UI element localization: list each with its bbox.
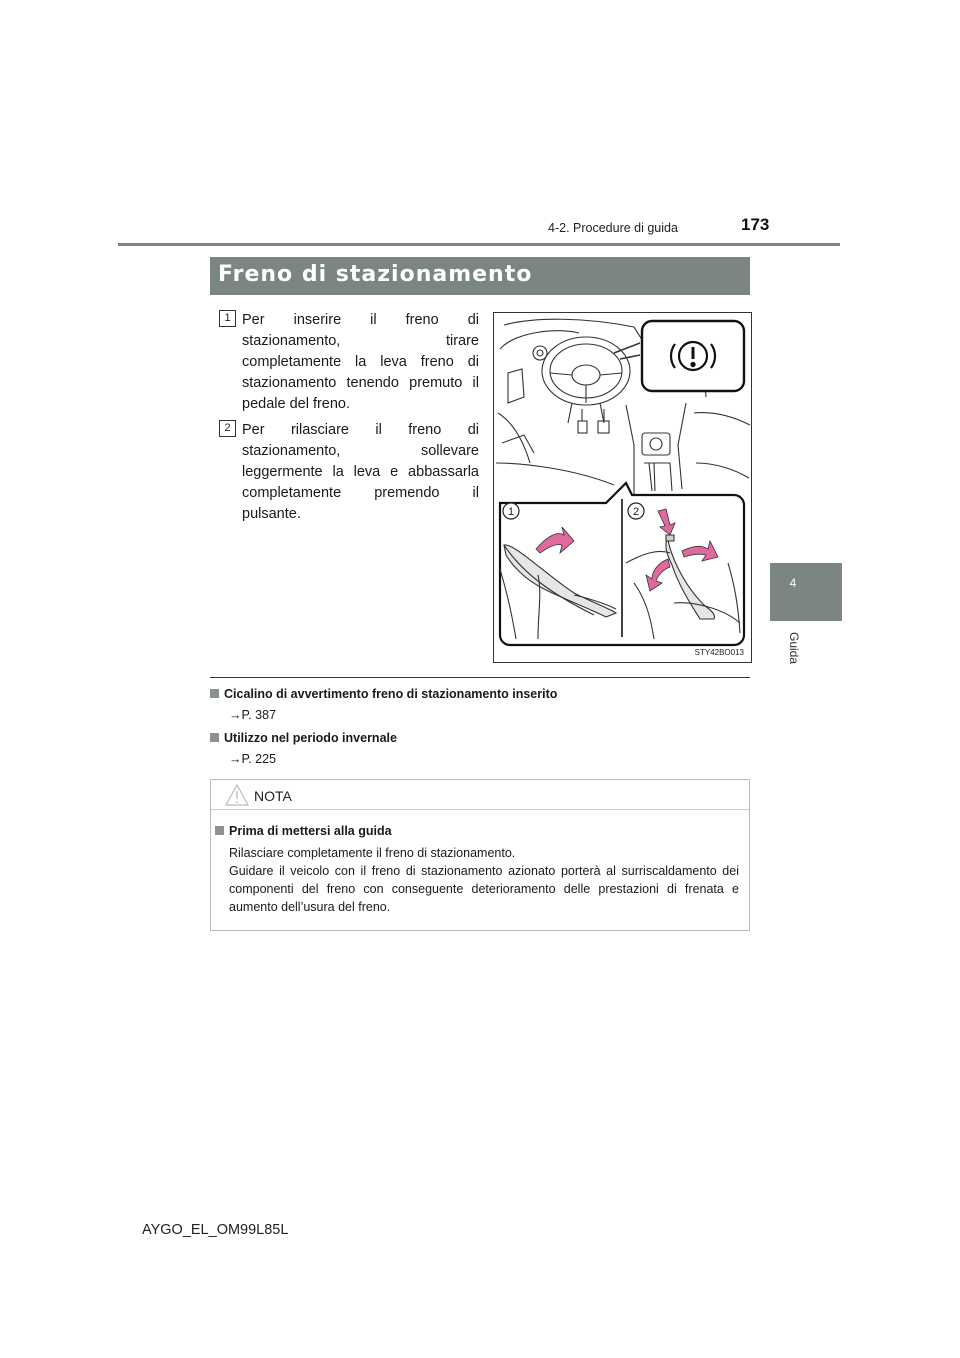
step-text: Per inserire il freno di stazionamento, tirare completamente la leva freno di stazionamento tenendo premuto il pedale del freno. (242, 312, 479, 412)
section-label: 4-2. Procedure di guida (548, 221, 678, 235)
section-title: Freno di stazionamento (218, 262, 533, 287)
step-text: Per rilasciare il freno di stazionamento, sollevare leggermente la leva e abbassarla completamente premendo il pulsante. (242, 422, 479, 522)
nota-line: Guidare il veicolo con il freno di stazionamento azionato porterà al surriscaldamento dei componenti del freno con conseguente deterioramento delle prestazioni di frenata e aumento dell’usura del freno. (229, 864, 739, 914)
document-code: AYGO_EL_OM99L85L (142, 1222, 289, 1238)
page-reference-link[interactable]: →P. 387 (229, 708, 277, 722)
chapter-tab-number: 4 (789, 576, 797, 590)
nota-header-divider (211, 809, 749, 810)
parking-brake-illustration (493, 312, 752, 663)
square-bullet-icon (210, 733, 219, 742)
page-reference-link[interactable]: →P. 225 (229, 752, 277, 766)
chapter-tab (770, 563, 842, 621)
info-note-title: Cicalino di avvertimento freno di stazionamento inserito (210, 687, 557, 701)
page-number: 173 (741, 215, 770, 234)
callout-1: 1 (507, 506, 515, 518)
nota-label: NOTA (254, 788, 292, 804)
section-divider (210, 677, 750, 678)
nota-body (229, 844, 739, 916)
figure-code: STY42BO013 (694, 648, 744, 657)
warning-triangle-icon (225, 784, 249, 806)
chapter-tab-label: Guida (787, 632, 801, 665)
step-number: 1 (219, 310, 236, 327)
nota-title: Prima di mettersi alla guida (215, 824, 392, 838)
info-note-title: Utilizzo nel periodo invernale (210, 731, 397, 745)
callout-2: 2 (632, 506, 640, 518)
section-title-bar (210, 257, 750, 295)
nota-line: Rilasciare completamente il freno di stazionamento. (229, 846, 516, 860)
parking-brake-drawing (494, 313, 751, 662)
square-bullet-icon (210, 689, 219, 698)
header-rule (118, 243, 840, 246)
step-number: 2 (219, 420, 236, 437)
nota-box (210, 779, 750, 931)
square-bullet-icon (215, 826, 224, 835)
